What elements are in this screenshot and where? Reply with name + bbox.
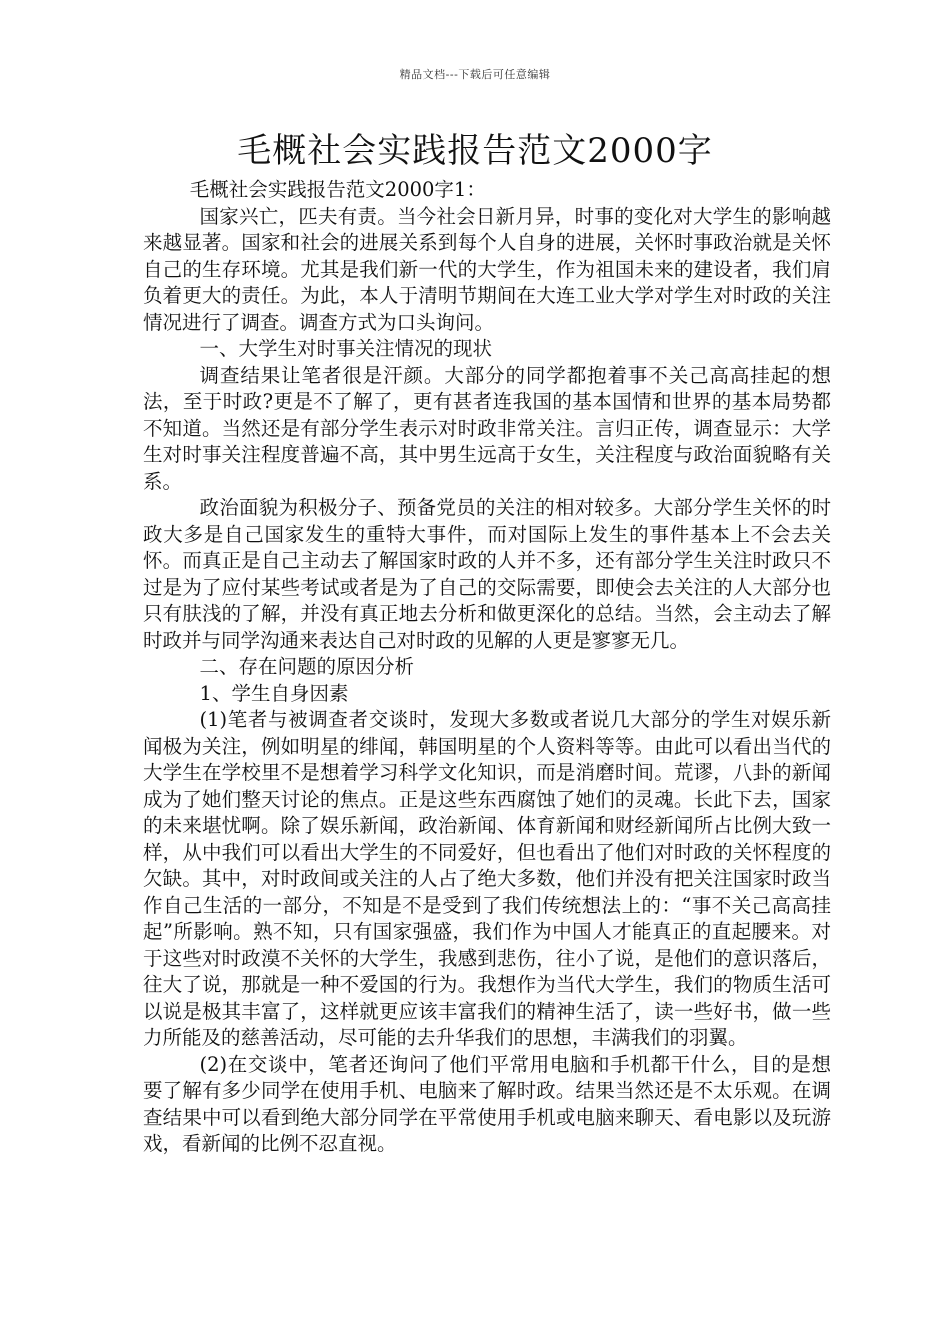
document-title: 毛概社会实践报告范文2000字	[237, 131, 713, 171]
section-heading: 一、大学生对时事关注情况的现状	[199, 337, 493, 360]
section-heading: 二、存在问题的原因分析	[199, 655, 415, 678]
subtitle: 毛概社会实践报告范文2000字1：	[189, 178, 486, 201]
paragraph: 政治面貌为积极分子、预备党员的关注的相对较多。大部分学生关怀的时政大多是自己国家发生的重特大事件，而对国际上发生的事件基本上不会去关怀。而真正是自己主动去了解国家时政的人并不多，还有部分学生关注时政只不过是为了应付某些考试或者是为了自己的交际需要，即使会去关注的人大部分也只有肤浅的了解，并没有真正地去分析和做更深化的总结。当然，会主动去了解时政并与同学沟通来表达自己对时政的见解的人更是寥寥无几。	[143, 496, 831, 652]
paragraph: (2)在交谈中，笔者还询问了他们平常用电脑和手机都干什么，目的是想要了解有多少同学在使用手机、电脑来了解时政。结果当然还是不太乐观。在调查结果中可以看到绝大部分同学在平常使用手机或电脑来聊天、看电影以及玩游戏，看新闻的比例不忍直视。	[143, 1052, 831, 1155]
paragraph: 国家兴亡，匹夫有责。当今社会日新月异，时事的变化对大学生的影响越来越显著。国家和社会的进展关系到每个人自身的进展，关怀时事政治就是关怀自己的生存环境。尤其是我们新一代的大学生，作为祖国未来的建设者，我们肩负着更大的责任。为此，本人于清明节期间在大连工业大学对学生对时政的关注情况进行了调查。调查方式为口头询问。	[143, 204, 831, 334]
header-note: 精品文档---下载后可任意编辑	[399, 68, 551, 81]
document-body	[143, 177, 831, 1158]
subsection-heading: 1、学生自身因素	[199, 681, 349, 705]
paragraph: (1)笔者与被调查者交谈时，发现大多数或者说几大部分的学生对娱乐新闻极为关注，例如明星的绯闻，韩国明星的个人资料等等。由此可以看出当代的大学生在学校里不是想着学习科学文化知识，而是消磨时间。荒谬，八卦的新闻成为了她们整天讨论的焦点。正是这些东西腐蚀了她们的灵魂。长此下去，国家的未来堪忧啊。除了娱乐新闻，政治新闻、体育新闻和财经新闻所占比例大致一样，从中我们可以看出大学生的不同爱好，但也看出了他们对时政的关怀程度的欠缺。其中，对时政间或关注的人占了绝大多数，他们并没有把关注国家时政当作自己生活的一部分，不知是不是受到了我们传统想法上的：“事不关己高高挂起”所影响。熟不知，只有国家强盛，我们作为中国人才能真正的直起腰来。对于这些对时政漠不关怀的大学生，我感到悲伤，往小了说，是他们的意识落后，往大了说，那就是一种不爱国的行为。我想作为当代大学生，我们的物质生活可以说是极其丰富了，这样就更应该丰富我们的精神生活了，读一些好书，做一些力所能及的慈善活动，尽可能的去升华我们的思想，丰满我们的羽翼。	[143, 708, 831, 1049]
paragraph: 调查结果让笔者很是汗颜。大部分的同学都抱着事不关己高高挂起的想法，至于时政?更是不了解了，更有甚者连我国的基本国情和世界的基本局势都不知道。当然还是有部分学生表示对时政非常关注。言归正传，调查显示：大学生对时事关注程度普遍不高，其中男生远高于女生，关注程度与政治面貌略有关系。	[143, 363, 831, 493]
